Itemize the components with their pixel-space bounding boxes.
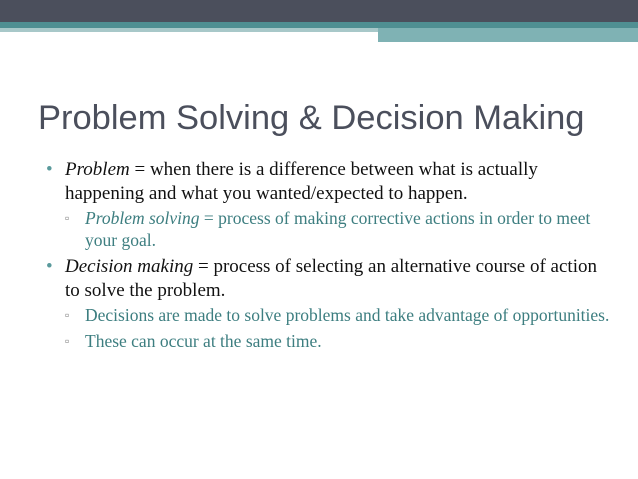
bullet-square-icon: ▫ — [65, 308, 70, 322]
slide-title: Problem Solving & Decision Making — [38, 99, 585, 137]
definition-decision-making: = process of selecting an alternative course of action to solve the problem. — [65, 256, 597, 301]
slide-content — [46, 158, 616, 356]
bullet-square-icon: ▫ — [65, 211, 70, 225]
sub-bullet-problem-solving — [46, 208, 616, 251]
header-band-dark — [0, 0, 638, 22]
bullet-item-problem — [46, 158, 616, 205]
sub-text-decisions-purpose: Decisions are made to solve problems and take advantage of opportunities. — [85, 305, 610, 325]
sub-bullet-same-time — [46, 331, 616, 353]
bullet-square-icon: ▫ — [65, 333, 70, 348]
sub-bullet-decisions-purpose — [46, 305, 616, 327]
term-problem: Problem — [65, 159, 130, 180]
term-decision-making: Decision making — [65, 256, 194, 277]
header-band-accent — [378, 28, 638, 42]
definition-problem: = when there is a difference between what is actually happening and what you wanted/expected to happen. — [65, 159, 538, 204]
definition-problem-solving: = process of making corrective actions in order to meet your goal. — [85, 208, 591, 250]
term-problem-solving: Problem solving — [85, 208, 200, 228]
bullet-dot-icon: • — [46, 256, 53, 277]
sub-text-same-time: These can occur at the same time. — [85, 330, 322, 351]
header-band-light — [0, 28, 378, 32]
bullet-item-decision-making — [46, 255, 616, 302]
bullet-dot-icon: • — [46, 159, 53, 180]
